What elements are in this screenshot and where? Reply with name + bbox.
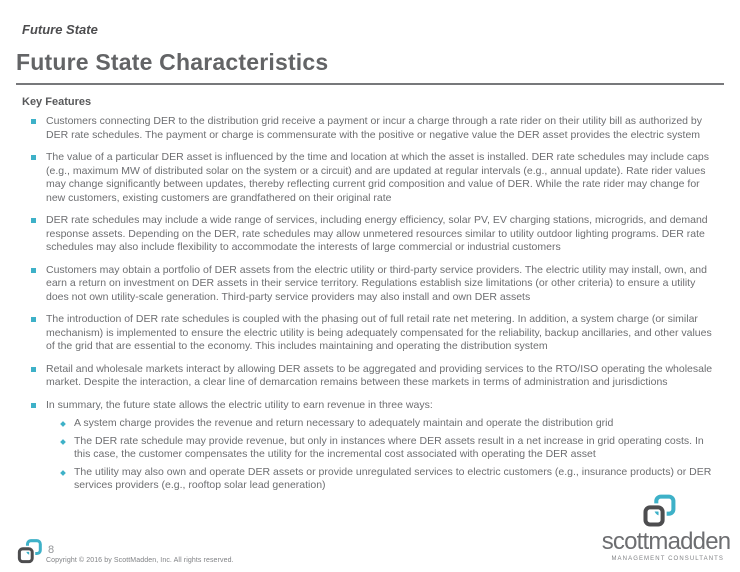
diamond-bullet-icon <box>60 470 66 476</box>
company-logo-tagline: MANAGEMENT CONSULTANTS <box>611 556 724 562</box>
bullet-item <box>22 151 720 205</box>
scottmadden-logo-mark-icon <box>641 493 677 529</box>
sub-bullet-list <box>47 417 720 493</box>
bullet-text: Customers may obtain a portfolio of DER assets from the electric utility or third-party service providers. The electric utility may install, own, and earn a return on investment on DER assets in their service territory. Regulations establish size limitations (or other criteria) to ensure a utility does not own utility-scale generation. Third-party service providers may also install and own DER assets <box>46 263 707 303</box>
bullet-text: The introduction of DER rate schedules is coupled with the phasing out of full retail rate net metering. In addition, a system charge (or similar mechanism) is implemented to ensure the electric utility is being adequately compensated for the reliability, backup ancillaries, and other values of the grid that are essential to the economy. This includes maintaining and operating the distribution system <box>46 313 712 352</box>
square-bullet-icon <box>31 155 36 160</box>
bullet-text-lead: In summary, the future state allows the electric utility to earn revenue in three ways: <box>46 398 433 411</box>
scottmadden-logo-mark-icon <box>16 538 43 565</box>
bullet-list <box>22 115 720 497</box>
square-bullet-icon <box>31 403 36 408</box>
bullet-item <box>22 399 720 497</box>
diamond-bullet-icon <box>60 439 66 445</box>
square-bullet-icon <box>31 268 36 273</box>
page-number: 8 <box>48 544 55 556</box>
bullet-item <box>22 264 720 305</box>
company-logo <box>601 493 731 562</box>
bullet-item <box>22 363 720 390</box>
square-bullet-icon <box>31 317 36 322</box>
bullet-item <box>22 115 720 142</box>
square-bullet-icon <box>31 119 36 124</box>
bullet-text: The value of a particular DER asset is influenced by the time and location at which the asset is installed. DER rate schedules may include caps (e.g., maximum MW of distributed solar on the system or a circuit) and are updated at regular intervals (e.g., annual update). Rate rider values may change significantly between updates, thereby reflecting current grid composition and value of DER. While the rate rider may change for new customers, existing customers are grandfathered on their original rate <box>46 151 710 204</box>
copyright-text: Copyright © 2016 by ScottMadden, Inc. All rights reserved. <box>46 557 234 564</box>
section-kicker: Future State <box>22 22 98 37</box>
bullet-item <box>22 214 720 255</box>
slide-body <box>0 85 740 497</box>
sub-bullet-text: The DER rate schedule may provide revenue, but only in instances where DER assets result in a net increase in grid operating costs. In this case, the customer compensates the utility for the incremental cost associated with operating the DER asset <box>74 434 704 460</box>
sub-bullet-item <box>47 435 720 462</box>
slide-header <box>0 0 740 85</box>
sub-bullet-item <box>47 417 720 431</box>
page-title: Future State Characteristics <box>16 49 329 75</box>
square-bullet-icon <box>31 218 36 223</box>
company-logo-wordmark: scottmadden <box>601 528 731 555</box>
sub-bullet-text: The utility may also own and operate DER assets or provide unregulated services to electric customers (e.g., insurance products) or DER services providers (e.g., rooftop solar lead generation) <box>74 465 712 491</box>
footer-left-text <box>46 544 234 565</box>
footer-left <box>16 538 234 565</box>
bullet-text: Retail and wholesale markets interact by allowing DER assets to be aggregated and providing services to the RTO/ISO operating the wholesale market. Despite the interaction, a clear line of demarcation remains between these markets in terms of administration and jurisdictions <box>46 362 713 388</box>
bullet-text: Customers connecting DER to the distribution grid receive a payment or incur a charge through a rate rider on their utility bill as authorized by DER rate schedules. The payment or charge is commensurate with the positive or negative value the DER asset provides the electric system <box>46 115 702 141</box>
sub-bullet-item <box>47 466 720 493</box>
bullet-item <box>22 313 720 354</box>
sub-bullet-text: A system charge provides the revenue and return necessary to adequately maintain and operate the distribution grid <box>74 417 614 429</box>
bullet-text: DER rate schedules may include a wide range of services, including energy efficiency, solar PV, EV charging stations, microgrids, and demand response assets. Depending on the DER, rate schedules may allow unmetered resources similar to utility outdoor lighting programs. DER rate schedules may also include flexibility to accommodate the interests of large commercial or industrial customers <box>46 214 708 253</box>
bullet-text <box>46 399 720 497</box>
square-bullet-icon <box>31 367 36 372</box>
section-heading: Key Features <box>22 96 92 108</box>
diamond-bullet-icon <box>60 421 66 427</box>
